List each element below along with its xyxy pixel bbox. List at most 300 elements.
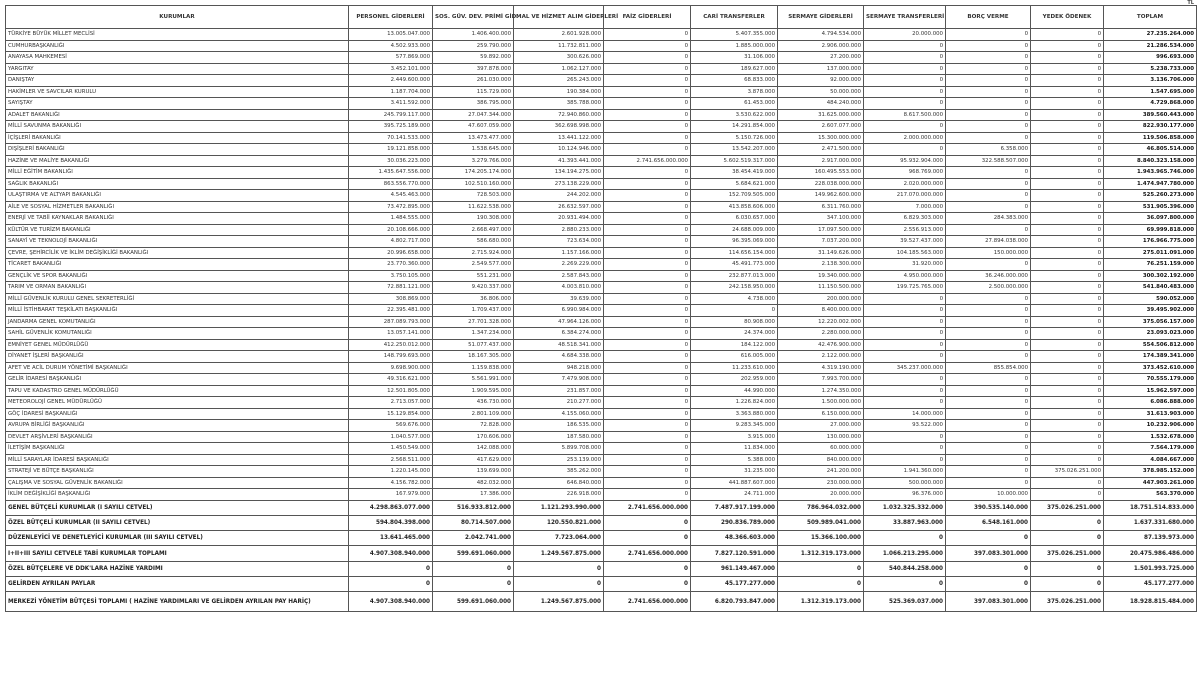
currency-unit-label: TL [1187, 0, 1194, 6]
institution-name: I+II+III SAYILI CETVELE TABİ KURUMLAR TOPLAMI [6, 546, 349, 561]
amount-cell: 68.833.000 [691, 75, 778, 87]
amount-cell: 0 [864, 144, 946, 156]
summary-row [6, 515, 1197, 530]
amount-cell: 11.834.000 [691, 443, 778, 455]
amount-cell: 4.298.863.077.000 [349, 500, 433, 515]
amount-cell: 0 [604, 52, 691, 64]
amount-cell: 0 [604, 293, 691, 305]
total-cell: 4.729.868.000 [1104, 98, 1197, 110]
table-row [6, 224, 1197, 236]
amount-cell: 20.996.658.000 [349, 247, 433, 259]
amount-cell: 0 [1031, 155, 1104, 167]
total-cell: 5.238.733.000 [1104, 63, 1197, 75]
amount-cell: 0 [604, 431, 691, 443]
total-cell: 373.452.610.000 [1104, 362, 1197, 374]
amount-cell: 0 [946, 408, 1031, 420]
amount-cell: 0 [1031, 98, 1104, 110]
institution-name: İLETİŞİM BAŞKANLIĞI [6, 443, 349, 455]
table-row [6, 121, 1197, 133]
amount-cell: 48.518.341.000 [514, 339, 604, 351]
institution-name: SAHİL GÜVENLİK KOMUTANLIĞI [6, 328, 349, 340]
amount-cell: 786.964.032.000 [778, 500, 864, 515]
amount-cell: 1.157.166.000 [514, 247, 604, 259]
amount-cell: 3.452.101.000 [349, 63, 433, 75]
amount-cell: 41.393.441.000 [514, 155, 604, 167]
amount-cell: 0 [864, 86, 946, 98]
amount-cell: 290.836.789.000 [691, 515, 778, 530]
amount-cell: 0 [604, 270, 691, 282]
amount-cell: 265.243.000 [514, 75, 604, 87]
total-cell: 531.905.396.000 [1104, 201, 1197, 213]
amount-cell: 0 [864, 374, 946, 386]
table-row [6, 132, 1197, 144]
amount-cell: 15.300.000.000 [778, 132, 864, 144]
amount-cell: 0 [1031, 132, 1104, 144]
amount-cell: 0 [1031, 224, 1104, 236]
amount-cell: 0 [1031, 213, 1104, 225]
amount-cell: 0 [1031, 431, 1104, 443]
amount-cell: 0 [946, 397, 1031, 409]
amount-cell: 38.454.419.000 [691, 167, 778, 179]
amount-cell: 0 [864, 443, 946, 455]
amount-cell: 92.000.000 [778, 75, 864, 87]
amount-cell: 31.106.000 [691, 52, 778, 64]
amount-cell: 2.549.577.000 [433, 259, 514, 271]
amount-cell: 2.715.924.000 [433, 247, 514, 259]
amount-cell: 551.231.000 [433, 270, 514, 282]
amount-cell: 284.383.000 [946, 213, 1031, 225]
amount-cell: 0 [946, 431, 1031, 443]
institution-name: DÜZENLEYİCİ VE DENETLEYİCİ KURUMLAR (III SAYILI CETVEL) [6, 531, 349, 546]
table-row [6, 408, 1197, 420]
total-cell: 378.985.152.000 [1104, 466, 1197, 478]
amount-cell: 5.150.726.000 [691, 132, 778, 144]
amount-cell: 1.500.000.000 [778, 397, 864, 409]
amount-cell: 0 [604, 466, 691, 478]
institution-name: HAKİMLER VE SAVCILAR KURULU [6, 86, 349, 98]
amount-cell: 0 [1031, 515, 1104, 530]
table-row [6, 75, 1197, 87]
amount-cell: 0 [946, 190, 1031, 202]
column-header: BORÇ VERME [946, 6, 1031, 29]
amount-cell: 42.476.900.000 [778, 339, 864, 351]
amount-cell: 150.000.000 [946, 247, 1031, 259]
amount-cell: 0 [433, 576, 514, 591]
table-row [6, 155, 1197, 167]
amount-cell: 0 [1031, 397, 1104, 409]
amount-cell: 287.089.793.000 [349, 316, 433, 328]
total-cell: 69.999.818.000 [1104, 224, 1197, 236]
column-header: TOPLAM [1104, 6, 1197, 29]
amount-cell: 48.366.603.000 [691, 531, 778, 546]
table-row [6, 86, 1197, 98]
amount-cell: 4.156.782.000 [349, 477, 433, 489]
total-cell: 1.532.678.000 [1104, 431, 1197, 443]
total-cell: 18.928.815.484.000 [1104, 592, 1197, 612]
amount-cell: 0 [864, 98, 946, 110]
amount-cell: 516.933.812.000 [433, 500, 514, 515]
amount-cell: 102.510.160.000 [433, 178, 514, 190]
institution-name: MİLLİ İSTİHBARAT TEŞKİLATI BAŞKANLIĞI [6, 305, 349, 317]
amount-cell: 413.858.606.000 [691, 201, 778, 213]
amount-cell: 0 [778, 576, 864, 591]
amount-cell: 149.962.600.000 [778, 190, 864, 202]
table-row [6, 431, 1197, 443]
amount-cell: 0 [604, 29, 691, 41]
amount-cell: 1.249.567.875.000 [514, 592, 604, 612]
amount-cell: 96.376.000 [864, 489, 946, 501]
amount-cell: 20.000.000 [864, 29, 946, 41]
amount-cell: 15.129.854.000 [349, 408, 433, 420]
total-cell: 554.506.812.000 [1104, 339, 1197, 351]
amount-cell: 0 [946, 454, 1031, 466]
amount-cell: 1.249.567.875.000 [514, 546, 604, 561]
amount-cell: 390.535.140.000 [946, 500, 1031, 515]
amount-cell: 0 [604, 477, 691, 489]
amount-cell: 1.226.824.000 [691, 397, 778, 409]
amount-cell: 13.441.122.000 [514, 132, 604, 144]
amount-cell: 2.741.656.000.000 [604, 592, 691, 612]
amount-cell: 0 [864, 351, 946, 363]
amount-cell: 80.908.000 [691, 316, 778, 328]
amount-cell: 13.057.141.000 [349, 328, 433, 340]
table-row [6, 259, 1197, 271]
amount-cell: 27.200.000 [778, 52, 864, 64]
amount-cell: 1.159.838.000 [433, 362, 514, 374]
amount-cell: 1.220.145.000 [349, 466, 433, 478]
total-cell: 87.139.973.000 [1104, 531, 1197, 546]
amount-cell: 0 [604, 213, 691, 225]
amount-cell: 50.000.000 [778, 86, 864, 98]
table-row [6, 489, 1197, 501]
amount-cell: 152.709.505.000 [691, 190, 778, 202]
amount-cell: 20.931.494.000 [514, 213, 604, 225]
amount-cell: 27.701.328.000 [433, 316, 514, 328]
amount-cell: 2.601.928.000 [514, 29, 604, 41]
total-cell: 1.637.331.680.000 [1104, 515, 1197, 530]
amount-cell: 509.989.041.000 [778, 515, 864, 530]
amount-cell: 0 [1031, 75, 1104, 87]
amount-cell: 273.138.229.000 [514, 178, 604, 190]
total-cell: 36.097.800.000 [1104, 213, 1197, 225]
total-cell: 8.840.323.158.000 [1104, 155, 1197, 167]
amount-cell: 577.869.000 [349, 52, 433, 64]
table-row [6, 305, 1197, 317]
amount-cell: 80.714.507.000 [433, 515, 514, 530]
amount-cell: 139.699.000 [433, 466, 514, 478]
amount-cell: 0 [604, 397, 691, 409]
amount-cell: 231.857.000 [514, 385, 604, 397]
amount-cell: 4.738.000 [691, 293, 778, 305]
amount-cell: 160.495.553.000 [778, 167, 864, 179]
table-row [6, 63, 1197, 75]
amount-cell: 8.400.000.000 [778, 305, 864, 317]
amount-cell: 386.795.000 [433, 98, 514, 110]
amount-cell: 20.108.666.000 [349, 224, 433, 236]
amount-cell: 0 [1031, 167, 1104, 179]
amount-cell: 0 [946, 121, 1031, 133]
amount-cell: 4.155.060.000 [514, 408, 604, 420]
total-cell: 541.840.483.000 [1104, 282, 1197, 294]
amount-cell: 4.907.308.940.000 [349, 546, 433, 561]
amount-cell: 167.979.000 [349, 489, 433, 501]
amount-cell: 0 [1031, 52, 1104, 64]
amount-cell: 0 [864, 63, 946, 75]
amount-cell: 0 [604, 305, 691, 317]
amount-cell: 0 [1031, 293, 1104, 305]
amount-cell: 0 [946, 52, 1031, 64]
amount-cell: 6.820.793.847.000 [691, 592, 778, 612]
amount-cell: 120.550.821.000 [514, 515, 604, 530]
amount-cell: 2.741.656.000.000 [604, 500, 691, 515]
amount-cell: 0 [604, 362, 691, 374]
amount-cell: 2.741.656.000.000 [604, 155, 691, 167]
amount-cell: 0 [946, 98, 1031, 110]
amount-cell: 0 [1031, 454, 1104, 466]
amount-cell: 130.000.000 [778, 431, 864, 443]
amount-cell: 241.200.000 [778, 466, 864, 478]
amount-cell: 11.732.811.000 [514, 40, 604, 52]
amount-cell: 59.892.000 [433, 52, 514, 64]
total-cell: 7.564.179.000 [1104, 443, 1197, 455]
amount-cell: 0 [1031, 477, 1104, 489]
total-cell: 18.751.514.833.000 [1104, 500, 1197, 515]
amount-cell: 23.770.360.000 [349, 259, 433, 271]
amount-cell: 0 [514, 561, 604, 576]
amount-cell: 24.688.009.000 [691, 224, 778, 236]
total-cell: 21.286.534.000 [1104, 40, 1197, 52]
amount-cell: 0 [1031, 178, 1104, 190]
total-cell: 10.232.906.000 [1104, 420, 1197, 432]
amount-cell: 7.827.120.591.000 [691, 546, 778, 561]
amount-cell: 412.250.012.000 [349, 339, 433, 351]
amount-cell: 397.083.301.000 [946, 546, 1031, 561]
column-header: PERSONEL GİDERLERİ [349, 6, 433, 29]
institution-name: GÖÇ İDARESİ BAŞKANLIĞI [6, 408, 349, 420]
amount-cell: 31.920.000 [864, 259, 946, 271]
amount-cell: 30.036.223.000 [349, 155, 433, 167]
amount-cell: 13.005.047.000 [349, 29, 433, 41]
total-cell: 4.084.667.000 [1104, 454, 1197, 466]
amount-cell: 47.964.126.000 [514, 316, 604, 328]
amount-cell: 49.316.621.000 [349, 374, 433, 386]
amount-cell: 0 [1031, 40, 1104, 52]
amount-cell: 0 [864, 316, 946, 328]
amount-cell: 9.420.337.000 [433, 282, 514, 294]
amount-cell: 72.940.860.000 [514, 109, 604, 121]
amount-cell: 27.000.000 [778, 420, 864, 432]
amount-cell: 190.308.000 [433, 213, 514, 225]
column-header: FAİZ GİDERLERİ [604, 6, 691, 29]
institution-name: DANIŞTAY [6, 75, 349, 87]
institution-name: MİLLİ SARAYLAR İDARESİ BAŞKANLIĞI [6, 454, 349, 466]
amount-cell: 0 [946, 443, 1031, 455]
amount-cell: 0 [604, 489, 691, 501]
amount-cell: 0 [864, 397, 946, 409]
amount-cell: 0 [433, 561, 514, 576]
total-cell: 3.136.706.000 [1104, 75, 1197, 87]
institution-name: TAPU VE KADASTRO GENEL MÜDÜRLÜĞÜ [6, 385, 349, 397]
summary-row [6, 561, 1197, 576]
amount-cell: 300.626.000 [514, 52, 604, 64]
institution-name: İKLİM DEĞİŞİKLİĞİ BAŞKANLIĞI [6, 489, 349, 501]
table-row [6, 454, 1197, 466]
amount-cell: 10.124.946.000 [514, 144, 604, 156]
amount-cell: 6.150.000.000 [778, 408, 864, 420]
amount-cell: 347.100.000 [778, 213, 864, 225]
amount-cell: 968.769.000 [864, 167, 946, 179]
institution-name: ANAYASA MAHKEMESİ [6, 52, 349, 64]
institution-name: MİLLİ GÜVENLİK KURULU GENEL SEKRETERLİĞİ [6, 293, 349, 305]
amount-cell: 385.262.000 [514, 466, 604, 478]
amount-cell: 1.435.647.556.000 [349, 167, 433, 179]
amount-cell: 2.471.500.000 [778, 144, 864, 156]
amount-cell: 15.366.100.000 [778, 531, 864, 546]
amount-cell: 104.185.563.000 [864, 247, 946, 259]
amount-cell: 0 [864, 431, 946, 443]
amount-cell: 0 [604, 561, 691, 576]
amount-cell: 0 [946, 477, 1031, 489]
amount-cell: 395.725.189.000 [349, 121, 433, 133]
amount-cell: 0 [604, 109, 691, 121]
amount-cell: 5.407.355.000 [691, 29, 778, 41]
amount-cell: 0 [604, 259, 691, 271]
amount-cell: 0 [1031, 374, 1104, 386]
amount-cell: 253.139.000 [514, 454, 604, 466]
table-row [6, 477, 1197, 489]
amount-cell: 217.070.000.000 [864, 190, 946, 202]
amount-cell: 72.881.121.000 [349, 282, 433, 294]
amount-cell: 6.829.303.000 [864, 213, 946, 225]
total-cell: 45.177.277.000 [1104, 576, 1197, 591]
amount-cell: 0 [946, 351, 1031, 363]
amount-cell: 244.202.000 [514, 190, 604, 202]
table-row [6, 167, 1197, 179]
amount-cell: 0 [604, 351, 691, 363]
amount-cell: 0 [946, 259, 1031, 271]
total-cell: 1.547.695.000 [1104, 86, 1197, 98]
amount-cell: 24.711.000 [691, 489, 778, 501]
header-row [6, 6, 1197, 29]
amount-cell: 1.941.360.000 [864, 466, 946, 478]
amount-cell: 2.280.000.000 [778, 328, 864, 340]
amount-cell: 441.887.607.000 [691, 477, 778, 489]
amount-cell: 0 [604, 576, 691, 591]
amount-cell: 70.141.533.000 [349, 132, 433, 144]
amount-cell: 0 [1031, 339, 1104, 351]
total-cell: 119.506.858.000 [1104, 132, 1197, 144]
amount-cell: 1.347.234.000 [433, 328, 514, 340]
amount-cell: 0 [1031, 282, 1104, 294]
amount-cell: 0 [604, 316, 691, 328]
amount-cell: 148.799.693.000 [349, 351, 433, 363]
amount-cell: 599.691.060.000 [433, 546, 514, 561]
amount-cell: 0 [1031, 236, 1104, 248]
amount-cell: 0 [946, 374, 1031, 386]
amount-cell: 0 [864, 52, 946, 64]
amount-cell: 0 [946, 531, 1031, 546]
amount-cell: 24.374.000 [691, 328, 778, 340]
amount-cell: 6.358.000 [946, 144, 1031, 156]
table-row [6, 316, 1197, 328]
amount-cell: 0 [1031, 443, 1104, 455]
amount-cell: 31.235.000 [691, 466, 778, 478]
amount-cell: 14.000.000 [864, 408, 946, 420]
amount-cell: 0 [864, 385, 946, 397]
amount-cell: 2.880.233.000 [514, 224, 604, 236]
amount-cell: 0 [604, 282, 691, 294]
table-row [6, 351, 1197, 363]
summary-row [6, 592, 1197, 612]
institution-name: TÜRKİYE BÜYÜK MİLLET MECLİSİ [6, 29, 349, 41]
amount-cell: 0 [1031, 489, 1104, 501]
amount-cell: 0 [604, 75, 691, 87]
budget-table [5, 5, 1197, 612]
table-row [6, 98, 1197, 110]
summary-row [6, 546, 1197, 561]
amount-cell: 0 [1031, 305, 1104, 317]
total-cell: 76.251.159.000 [1104, 259, 1197, 271]
amount-cell: 0 [604, 531, 691, 546]
summary-row [6, 531, 1197, 546]
amount-cell: 0 [1031, 144, 1104, 156]
amount-cell: 17.097.500.000 [778, 224, 864, 236]
amount-cell: 6.311.760.000 [778, 201, 864, 213]
amount-cell: 27.894.038.000 [946, 236, 1031, 248]
amount-cell: 13.641.465.000 [349, 531, 433, 546]
institution-name: MİLLİ EĞİTİM BAKANLIĞI [6, 167, 349, 179]
total-cell: 375.056.157.000 [1104, 316, 1197, 328]
institution-name: ÖZEL BÜTÇELERE VE DDK'LARA HAZİNE YARDIMI [6, 561, 349, 576]
amount-cell: 308.869.000 [349, 293, 433, 305]
amount-cell: 7.479.908.000 [514, 374, 604, 386]
institution-name: MERKEZİ YÖNETİM BÜTÇESİ TOPLAMI ( HAZİNE YARDIMLARI VE GELİRDEN AYRILAN PAY HARİÇ) [6, 592, 349, 612]
total-cell: 563.370.000 [1104, 489, 1197, 501]
table-row [6, 374, 1197, 386]
table-row [6, 328, 1197, 340]
amount-cell: 2.607.077.000 [778, 121, 864, 133]
amount-cell: 0 [1031, 259, 1104, 271]
amount-cell: 0 [946, 576, 1031, 591]
total-cell: 275.011.091.000 [1104, 247, 1197, 259]
column-header: KURUMLAR [6, 6, 349, 29]
total-cell: 6.086.888.000 [1104, 397, 1197, 409]
amount-cell: 375.026.251.000 [1031, 592, 1104, 612]
amount-cell: 19.340.000.000 [778, 270, 864, 282]
institution-name: SANAYİ VE TEKNOLOJİ BAKANLIĞI [6, 236, 349, 248]
amount-cell: 616.005.000 [691, 351, 778, 363]
table-row [6, 443, 1197, 455]
total-cell: 20.475.986.486.000 [1104, 546, 1197, 561]
amount-cell: 1.062.127.000 [514, 63, 604, 75]
amount-cell: 27.047.344.000 [433, 109, 514, 121]
amount-cell: 11.150.500.000 [778, 282, 864, 294]
institution-name: AVRUPA BİRLİĞİ BAŞKANLIĞI [6, 420, 349, 432]
institution-name: GELİR İDARESİ BAŞKANLIĞI [6, 374, 349, 386]
amount-cell: 6.030.657.000 [691, 213, 778, 225]
institution-name: DIŞİŞLERİ BAKANLIĞI [6, 144, 349, 156]
amount-cell: 0 [604, 98, 691, 110]
total-cell: 389.560.443.000 [1104, 109, 1197, 121]
column-header: YEDEK ÖDENEK [1031, 6, 1104, 29]
total-cell: 31.613.903.000 [1104, 408, 1197, 420]
amount-cell: 0 [604, 236, 691, 248]
amount-cell: 0 [946, 293, 1031, 305]
amount-cell: 0 [864, 576, 946, 591]
amount-cell: 0 [1031, 408, 1104, 420]
amount-cell: 0 [946, 224, 1031, 236]
amount-cell: 540.844.258.000 [864, 561, 946, 576]
